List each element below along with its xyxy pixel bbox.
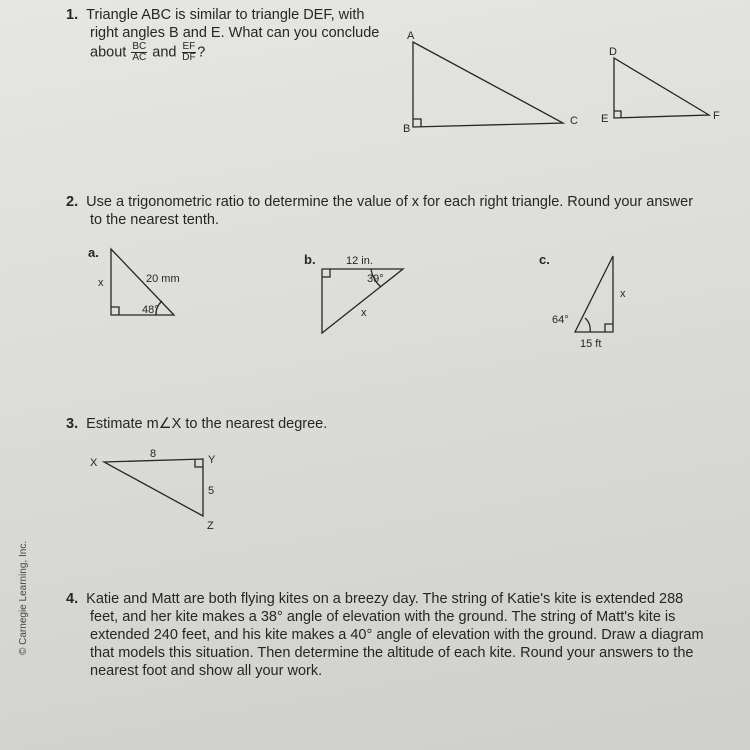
label-2c-x: x xyxy=(620,288,626,300)
question-1-about: about xyxy=(90,44,127,61)
right-angle-mark-2a xyxy=(111,307,119,315)
label-y: Y xyxy=(208,454,216,466)
label-2a-side: 20 mm xyxy=(146,273,180,285)
question-4-number: 4. xyxy=(66,591,79,607)
question-4-line-5: nearest foot and show all your work. xyxy=(90,663,323,679)
triangle-2c xyxy=(575,256,613,332)
triangle-xyz xyxy=(104,459,203,516)
question-4-line-1: Katie and Matt are both flying kites on a breezy day. The string of Katie's kite is extended 288 xyxy=(86,591,684,607)
question-4-line-4: that models this situation. Then determine the altitude of each kite. Round your answers to the xyxy=(90,645,694,661)
question-3 xyxy=(66,415,466,433)
label-2a-x: x xyxy=(98,277,104,289)
label-a: A xyxy=(407,30,415,42)
question-2-line-1: Use a trigonometric ratio to determine the value of x for each right triangle. Round your answer xyxy=(86,194,694,210)
label-z: Z xyxy=(207,520,214,532)
question-1-end: ? xyxy=(197,44,206,61)
label-2b-side: 12 in. xyxy=(346,255,373,267)
label-c: C xyxy=(570,115,578,127)
fraction-ef-df: $\frac{EF}{DF}$ xyxy=(182,41,196,63)
question-3-text: Estimate m∠X to the nearest degree. xyxy=(86,416,328,432)
question-2-line-2: to the nearest tenth. xyxy=(90,212,219,228)
label-b: B xyxy=(403,123,411,135)
label-2c-side: 15 ft xyxy=(580,338,602,350)
part-a-label: a. xyxy=(88,245,99,260)
label-d: D xyxy=(609,46,617,58)
label-2b-x: x xyxy=(361,307,367,319)
right-angle-mark-2c xyxy=(605,324,613,332)
label-yz-length: 5 xyxy=(208,485,215,497)
part-c-label: c. xyxy=(539,252,550,267)
right-angle-mark-e xyxy=(614,111,621,118)
copyright-notice: © Carnegie Learning, Inc. xyxy=(18,540,29,655)
right-angle-mark-b xyxy=(413,119,421,127)
right-angle-mark-2b xyxy=(322,269,330,277)
label-xy-length: 8 xyxy=(150,448,157,460)
triangle-2b xyxy=(322,269,403,333)
right-angle-mark-y xyxy=(195,459,203,467)
question-4-line-2: feet, and her kite makes a 38° angle of elevation with the ground. The string of Matt's kite is xyxy=(90,609,676,625)
label-x: X xyxy=(90,457,98,469)
angle-arc-2c xyxy=(585,318,590,332)
part-b-label: b. xyxy=(304,252,316,267)
question-1-and: and xyxy=(152,44,177,61)
label-2c-angle: 64° xyxy=(552,314,569,326)
triangle-abc xyxy=(413,42,563,127)
question-2-number: 2. xyxy=(66,194,79,210)
question-3-number: 3. xyxy=(66,416,79,432)
question-1-line-2: right angles B and E. What can you conclude xyxy=(90,25,380,41)
label-2a-angle: 48° xyxy=(142,304,159,316)
question-4 xyxy=(66,590,746,680)
question-1-number: 1. xyxy=(66,7,79,23)
label-e: E xyxy=(601,113,609,125)
question-2 xyxy=(66,193,736,229)
label-2b-angle: 39° xyxy=(367,273,384,285)
question-1-line-1: Triangle ABC is similar to triangle DEF, with xyxy=(86,7,365,23)
triangle-def xyxy=(614,58,709,118)
question-4-line-3: extended 240 feet, and his kite makes a 40° angle of elevation with the ground. Draw a diagram xyxy=(90,627,704,643)
label-f: F xyxy=(713,110,720,122)
fraction-bc-ac: $\frac{BC}{AC}$ xyxy=(132,41,147,63)
